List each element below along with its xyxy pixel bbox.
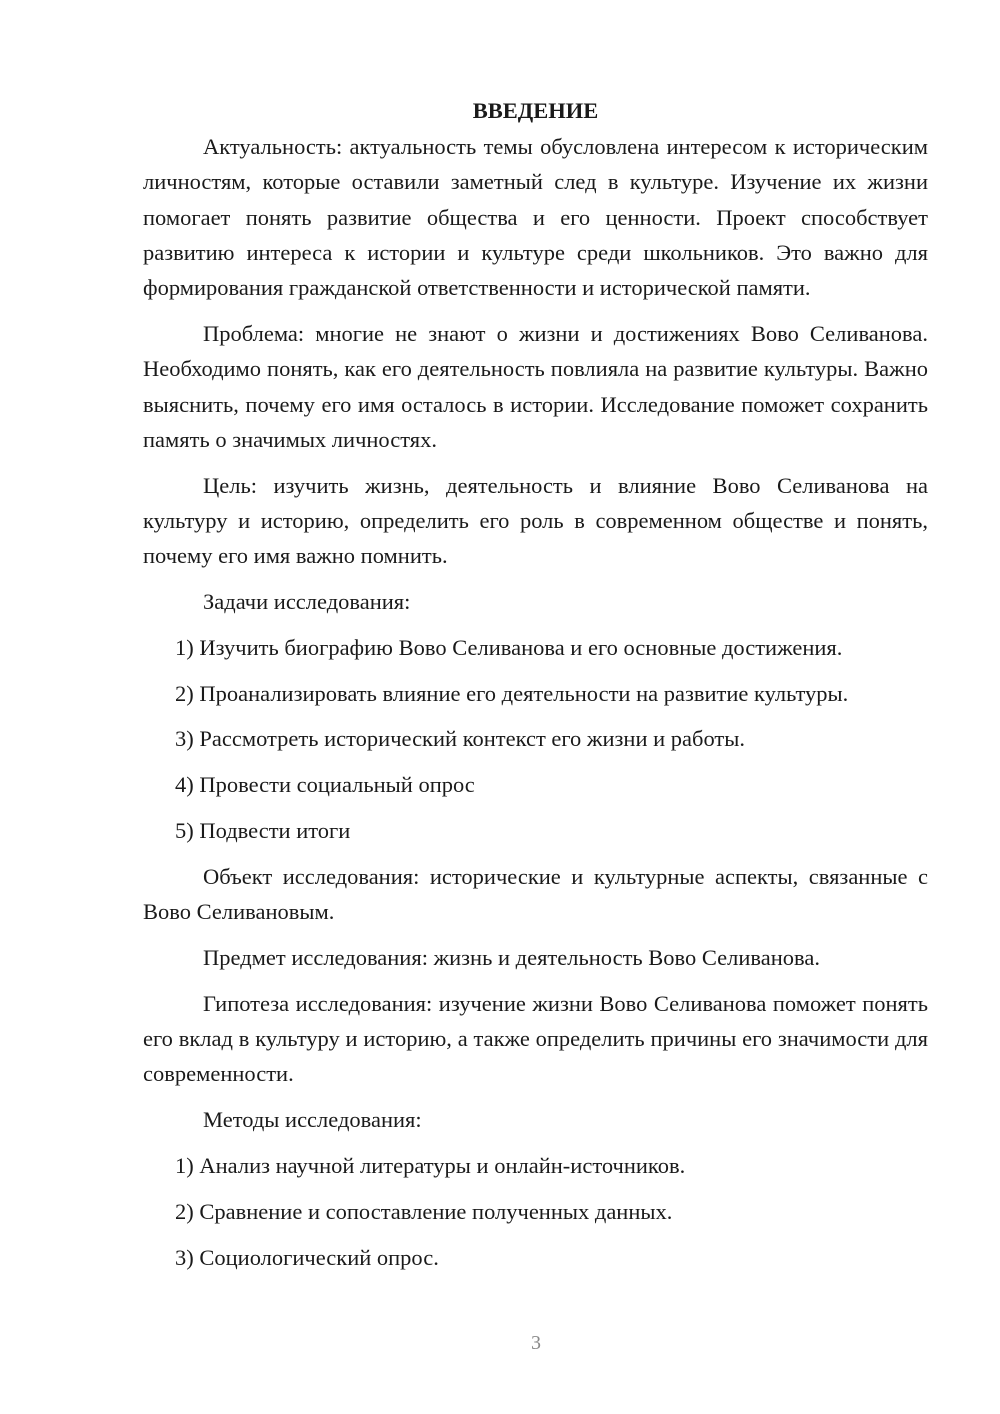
list-item: 2) Сравнение и сопоставление полученных данных. xyxy=(175,1198,673,1224)
list-item: 5) Подвести итоги xyxy=(175,818,351,844)
document-page xyxy=(143,93,928,1285)
methods-list xyxy=(143,1148,928,1275)
list-item: 2) Проанализировать влияние его деятельности на развитие культуры. xyxy=(175,680,849,706)
tasks-list xyxy=(143,630,928,848)
list-item: 1) Изучить биографию Вово Селиванова и его основные достижения. xyxy=(175,634,843,660)
list-item: 3) Рассмотреть исторический контекст его жизни и работы. xyxy=(175,726,745,752)
list-item: 4) Провести социальный опрос xyxy=(175,772,475,798)
object-paragraph: Объект исследования: исторические и культурные аспекты, связанные с Вово Селивановым. xyxy=(143,863,928,925)
subject-paragraph: Предмет исследования: жизнь и деятельность Вово Селиванова. xyxy=(203,944,820,970)
hypothesis-paragraph: Гипотеза исследования: изучение жизни Вово Селиванова поможет понять его вклад в культуру и историю, а также определить причины его значимости для современности. xyxy=(143,990,928,1087)
problem-paragraph: Проблема: многие не знают о жизни и достижениях Вово Селиванова. Необходимо понять, как его деятельность повлияла на развитие культуры. Важно выяснить, почему его имя осталось в истории. Исследование поможет сохранить память о значимых личностях. xyxy=(143,320,928,452)
tasks-label: Задачи исследования: xyxy=(203,589,411,615)
list-item: 3) Социологический опрос. xyxy=(175,1244,439,1270)
page-number: 3 xyxy=(531,1332,541,1354)
methods-label: Методы исследования: xyxy=(203,1107,422,1133)
page-title: ВВЕДЕНИЕ xyxy=(472,98,599,123)
relevance-paragraph: Актуальность: актуальность темы обусловлена интересом к историческим личностям, которые оставили заметный след в культуре. Изучение их жизни помогает понять развитие общества и его ценности. Проект способствует развитию интереса к истории и культуре среди школьников. Это важно для формирования гражданской ответственности и исторической памяти. xyxy=(143,134,928,301)
list-item: 1) Анализ научной литературы и онлайн-источников. xyxy=(175,1152,686,1178)
goal-paragraph: Цель: изучить жизнь, деятельность и влияние Вово Селиванова на культуру и историю, определить его роль в современном обществе и понять, почему его имя важно помнить. xyxy=(143,472,928,569)
